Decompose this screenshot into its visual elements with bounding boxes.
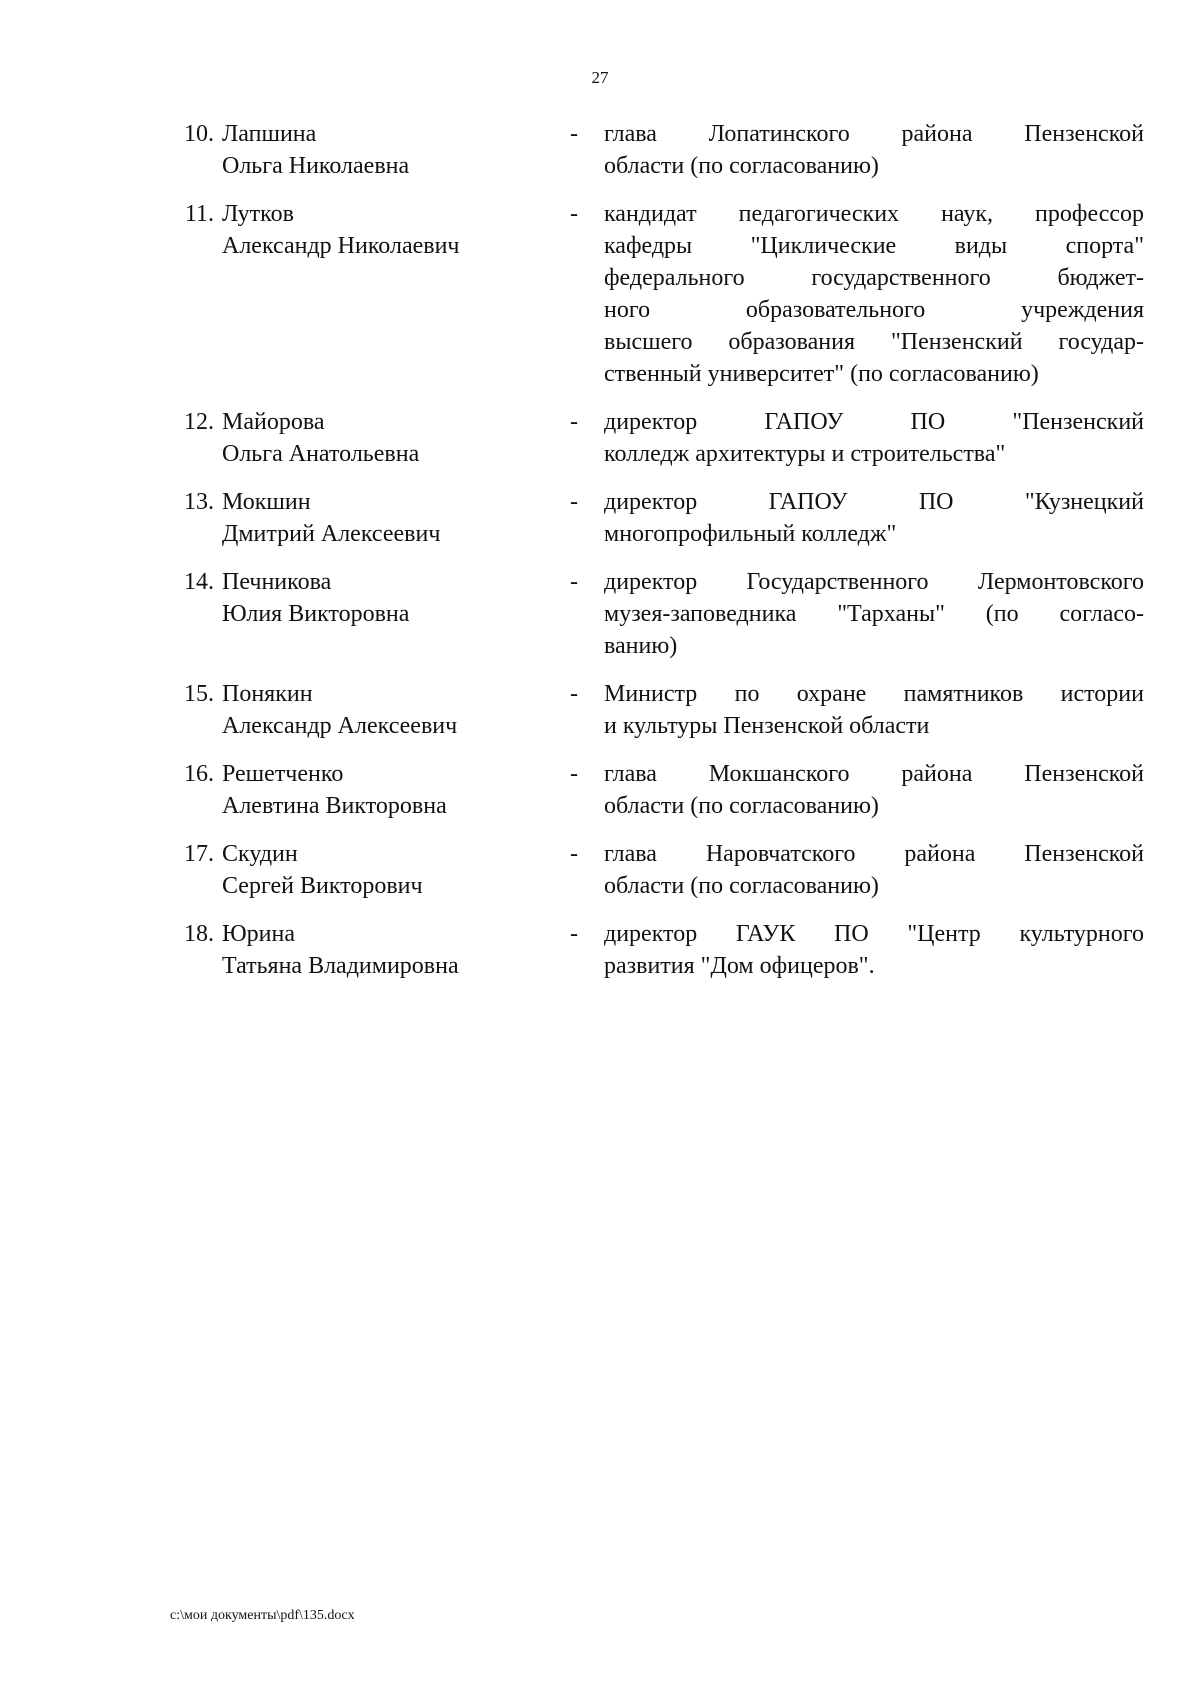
member-position-line: области (по согласованию) bbox=[604, 793, 879, 819]
member-row bbox=[150, 118, 1148, 182]
member-position-line: ного образовательного учреждения bbox=[604, 297, 1144, 323]
member-position bbox=[604, 838, 1144, 902]
member-position-line: глава Лопатинского района Пензенской bbox=[604, 121, 1144, 147]
member-number: 17. bbox=[184, 841, 214, 867]
member-number: 13. bbox=[184, 489, 214, 515]
member-position-line: кандидат педагогических наук, профессор bbox=[604, 201, 1144, 227]
member-row bbox=[150, 758, 1148, 822]
member-number: 14. bbox=[184, 569, 214, 595]
member-number: 11. bbox=[184, 201, 214, 227]
member-position bbox=[604, 566, 1144, 662]
member-position-line: области (по согласованию) bbox=[604, 153, 879, 179]
member-given-names: Дмитрий Алексеевич bbox=[222, 521, 441, 547]
member-surname: Майорова bbox=[222, 409, 325, 435]
member-surname: Лутков bbox=[222, 201, 294, 227]
member-given-names: Алевтина Викторовна bbox=[222, 793, 447, 819]
footer-file-path: c:\мои документы\pdf\135.docx bbox=[170, 1608, 355, 1623]
member-position-line: кафедры "Циклические виды спорта" bbox=[604, 233, 1144, 259]
member-dash: - bbox=[570, 761, 578, 787]
member-position-line: многопрофильный колледж" bbox=[604, 521, 897, 547]
members-list bbox=[150, 118, 1148, 998]
member-surname: Скудин bbox=[222, 841, 298, 867]
member-position-line: развития "Дом офицеров". bbox=[604, 953, 875, 979]
member-dash: - bbox=[570, 681, 578, 707]
member-name bbox=[222, 406, 570, 470]
member-name bbox=[222, 118, 570, 182]
member-surname: Решетченко bbox=[222, 761, 344, 787]
member-position-line: области (по согласованию) bbox=[604, 873, 879, 899]
member-position bbox=[604, 406, 1144, 470]
member-dash: - bbox=[570, 841, 578, 867]
member-position-line: директор ГАУК ПО "Центр культурного bbox=[604, 921, 1144, 947]
member-name bbox=[222, 918, 570, 982]
member-name bbox=[222, 486, 570, 550]
member-position-line: директор ГАПОУ ПО "Кузнецкий bbox=[604, 489, 1144, 515]
member-row bbox=[150, 566, 1148, 662]
member-position-line: директор ГАПОУ ПО "Пензенский bbox=[604, 409, 1144, 435]
member-position bbox=[604, 486, 1144, 550]
member-position bbox=[604, 918, 1144, 982]
member-given-names: Сергей Викторович bbox=[222, 873, 423, 899]
member-given-names: Юлия Викторовна bbox=[222, 601, 410, 627]
member-dash: - bbox=[570, 121, 578, 147]
member-name bbox=[222, 758, 570, 822]
member-row bbox=[150, 838, 1148, 902]
member-position bbox=[604, 758, 1144, 822]
member-given-names: Ольга Анатольевна bbox=[222, 441, 420, 467]
member-position-line: директор Государственного Лермонтовского bbox=[604, 569, 1144, 595]
member-position-line: и культуры Пензенской области bbox=[604, 713, 930, 739]
member-row bbox=[150, 486, 1148, 550]
member-given-names: Татьяна Владимировна bbox=[222, 953, 459, 979]
member-position-line: ственный университет" (по согласованию) bbox=[604, 361, 1039, 387]
member-row bbox=[150, 678, 1148, 742]
member-given-names: Александр Николаевич bbox=[222, 233, 460, 259]
member-surname: Печникова bbox=[222, 569, 332, 595]
member-given-names: Александр Алексеевич bbox=[222, 713, 458, 739]
member-number: 18. bbox=[184, 921, 214, 947]
member-position bbox=[604, 118, 1144, 182]
member-number: 16. bbox=[184, 761, 214, 787]
member-position bbox=[604, 678, 1144, 742]
page-number: 27 bbox=[591, 68, 609, 87]
member-position-line: ванию) bbox=[604, 633, 678, 659]
member-name bbox=[222, 198, 570, 390]
member-dash: - bbox=[570, 921, 578, 947]
member-dash: - bbox=[570, 569, 578, 595]
member-position-line: высшего образования "Пензенский государ- bbox=[604, 329, 1144, 355]
member-position-line: Министр по охране памятников истории bbox=[604, 681, 1144, 707]
member-number: 10. bbox=[184, 121, 214, 147]
member-position bbox=[604, 198, 1144, 390]
member-position-line: колледж архитектуры и строительства" bbox=[604, 441, 1006, 467]
member-name bbox=[222, 678, 570, 742]
member-surname: Лапшина bbox=[222, 121, 317, 147]
member-position-line: музея-заповедника "Тарханы" (по согласо- bbox=[604, 601, 1144, 627]
member-row bbox=[150, 198, 1148, 390]
member-surname: Юрина bbox=[222, 921, 296, 947]
member-row bbox=[150, 918, 1148, 982]
member-dash: - bbox=[570, 489, 578, 515]
member-position-line: федерального государственного бюджет- bbox=[604, 265, 1144, 291]
member-name bbox=[222, 838, 570, 902]
member-surname: Понякин bbox=[222, 681, 313, 707]
member-number: 12. bbox=[184, 409, 214, 435]
member-position-line: глава Мокшанского района Пензенской bbox=[604, 761, 1144, 787]
member-number: 15. bbox=[184, 681, 214, 707]
member-dash: - bbox=[570, 201, 578, 227]
member-position-line: глава Наровчатского района Пензенской bbox=[604, 841, 1144, 867]
member-surname: Мокшин bbox=[222, 489, 311, 515]
member-dash: - bbox=[570, 409, 578, 435]
member-given-names: Ольга Николаевна bbox=[222, 153, 410, 179]
member-name bbox=[222, 566, 570, 662]
member-row bbox=[150, 406, 1148, 470]
